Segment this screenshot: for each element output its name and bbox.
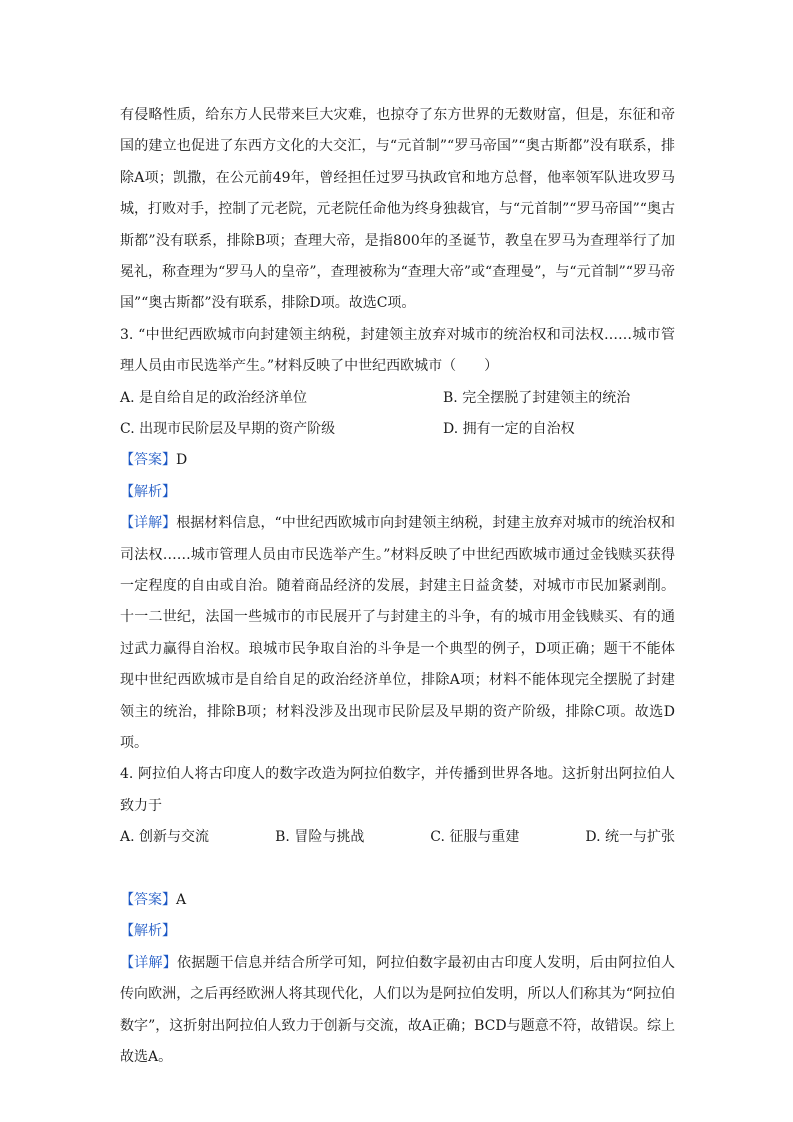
question-4 bbox=[120, 759, 675, 1073]
question-3-stem: 3. “中世纪西欧城市向封建领主纳税，封建领主放弃对城市的统治权和司法权……城市管理人员由市民选举产生。”材料反映了中世纪西欧城市（ ） bbox=[120, 326, 675, 375]
answer-value: D bbox=[176, 452, 188, 469]
question-4-stem: 4. 阿拉伯人将古印度人的数字改造为阿拉伯数字，并传播到世界各地。这折射出阿拉伯人致力于 bbox=[120, 766, 675, 814]
question-3-options-row-2 bbox=[120, 414, 675, 445]
answer-tag: 【答案】 bbox=[120, 892, 176, 909]
option-c: C. 征服与重建 bbox=[430, 829, 520, 846]
answer-value: A bbox=[176, 892, 187, 909]
question-4-answer bbox=[120, 885, 675, 916]
option-a: A. 是自给自足的政治经济单位 bbox=[120, 389, 308, 406]
option-c: C. 出现市民阶层及早期的资产阶级 bbox=[120, 421, 336, 438]
intro-paragraph: 有侵略性质，给东方人民带来巨大灾难，也掠夺了东方世界的无数财富，但是，东征和帝国的建立也促进了东西方文化的大交汇，与“元首制”“罗马帝国”“奥古斯都”没有联系，排除A项；凯撒，在公元前49年，曾经担任过罗马执政官和地方总督，他率领军队进攻罗马城，打败对手，控制了元老院，元老院任命他为终身独裁官，与“元首制”“罗马帝国”“奥古斯都”没有联系，排除B项；查理大帝，是指800年的圣诞节，教皇在罗马为查理举行了加冕礼，称查理为“罗马人的皇帝”，查理被称为“查理大帝”或“查理曼”，与“元首制”“罗马帝国”“奥古斯都”没有联系，排除D项。故选C项。 bbox=[120, 107, 675, 312]
option-b: B. 完全摆脱了封建领主的统治 bbox=[443, 389, 631, 406]
analysis-tag: 【解析】 bbox=[120, 923, 176, 940]
option-a: A. 创新与交流 bbox=[120, 829, 210, 846]
question-4-analysis-heading bbox=[120, 916, 675, 947]
option-d: D. 统一与扩张 bbox=[585, 829, 676, 846]
option-b: B. 冒险与挑战 bbox=[275, 829, 365, 846]
detail-tag: 【详解】 bbox=[120, 954, 177, 971]
page-content bbox=[120, 100, 675, 1073]
question-3-options-row-1 bbox=[120, 383, 675, 414]
question-3 bbox=[120, 320, 675, 760]
question-3-answer bbox=[120, 445, 675, 476]
detail-tag: 【详解】 bbox=[120, 515, 177, 532]
option-d: D. 拥有一定的自治权 bbox=[443, 421, 575, 438]
detail-text: 依据题干信息并结合所学可知，阿拉伯数字最初由古印度人发明，后由阿拉伯人传向欧洲，之后再经欧洲人将其现代化，人们以为是阿拉伯发明，所以人们称其为“阿拉伯数字”，这折射出阿拉伯人致力于创新与交流，故A正确；BCD与题意不符，故错误。综上故选A。 bbox=[120, 954, 676, 1066]
answer-tag: 【答案】 bbox=[120, 452, 176, 469]
question-3-analysis-heading bbox=[120, 477, 675, 508]
question-3-detail bbox=[120, 508, 675, 759]
detail-text: 根据材料信息，“中世纪西欧城市向封建领主纳税，封建主放弃对城市的统治权和司法权……城市管理人员由市民选举产生。”材料反映了中世纪西欧城市通过金钱赎买获得一定程度的自由或自治。随着商品经济的发展，封建主日益贪婪，对城市市民加紧剥削。十一二世纪，法国一些城市的市民展开了与封建主的斗争，有的城市用金钱赎买、有的通过武力赢得自治权。琅城市民争取自治的斗争是一个典型的例子，D项正确；题干不能体现中世纪西欧城市是自给自足的政治经济单位，排除A项；材料不能体现完全摆脱了封建领主的统治，排除B项；材料没涉及出现市民阶层及早期的资产阶级，排除C项。故选D项。 bbox=[120, 515, 676, 752]
question-4-detail bbox=[120, 948, 675, 1074]
question-4-options-row bbox=[120, 822, 675, 853]
analysis-tag: 【解析】 bbox=[120, 483, 176, 500]
